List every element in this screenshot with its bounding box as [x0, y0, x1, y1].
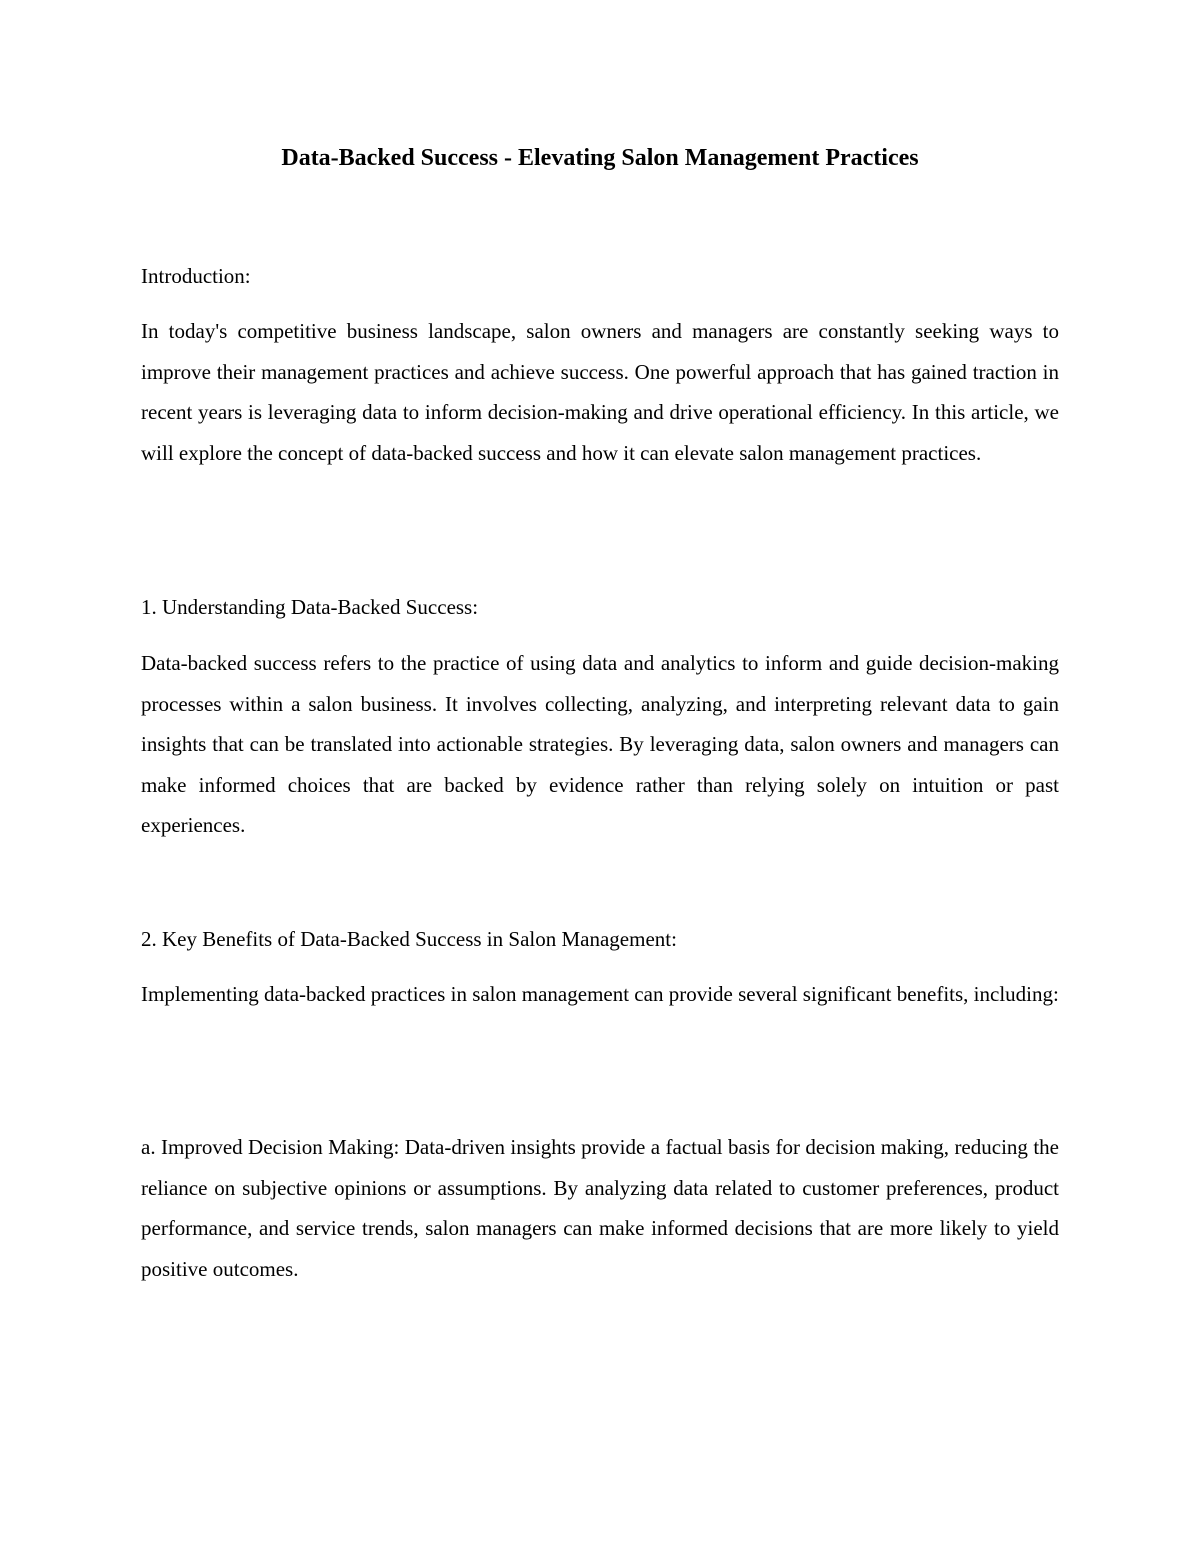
section-1-heading: 1. Understanding Data-Backed Success:	[141, 595, 479, 619]
section-1-paragraph: Data-backed success refers to the practice of using data and analytics to inform and guide decision-making processes within a salon business. It involves collecting, analyzing, and interpreting relevant data to gain insights that can be translated into actionable strategies. By leveraging data, salon owners and managers can make informed choices that are backed by evidence rather than relying solely on intuition or past experiences.	[141, 651, 1059, 838]
document-title: Data-Backed Success - Elevating Salon Management Practices	[281, 145, 919, 171]
section-2-heading: 2. Key Benefits of Data-Backed Success in Salon Management:	[141, 927, 677, 951]
intro-heading: Introduction:	[141, 264, 251, 288]
item-a-paragraph: a. Improved Decision Making: Data-driven insights provide a factual basis for decision making, reducing the reliance on subjective opinions or assumptions. By analyzing data related to customer preferences, product performance, and service trends, salon managers can make informed decisions that are more likely to yield positive outcomes.	[141, 1135, 1059, 1281]
section-2-paragraph: Implementing data-backed practices in salon management can provide several significant benefits, including:	[141, 982, 1059, 1006]
intro-paragraph: In today's competitive business landscape, salon owners and managers are constantly seeking ways to improve their management practices and achieve success. One powerful approach that has gained traction in recent years is leveraging data to inform decision-making and drive operational efficiency. In this article, we will explore the concept of data-backed success and how it can elevate salon management practices.	[141, 319, 1059, 465]
